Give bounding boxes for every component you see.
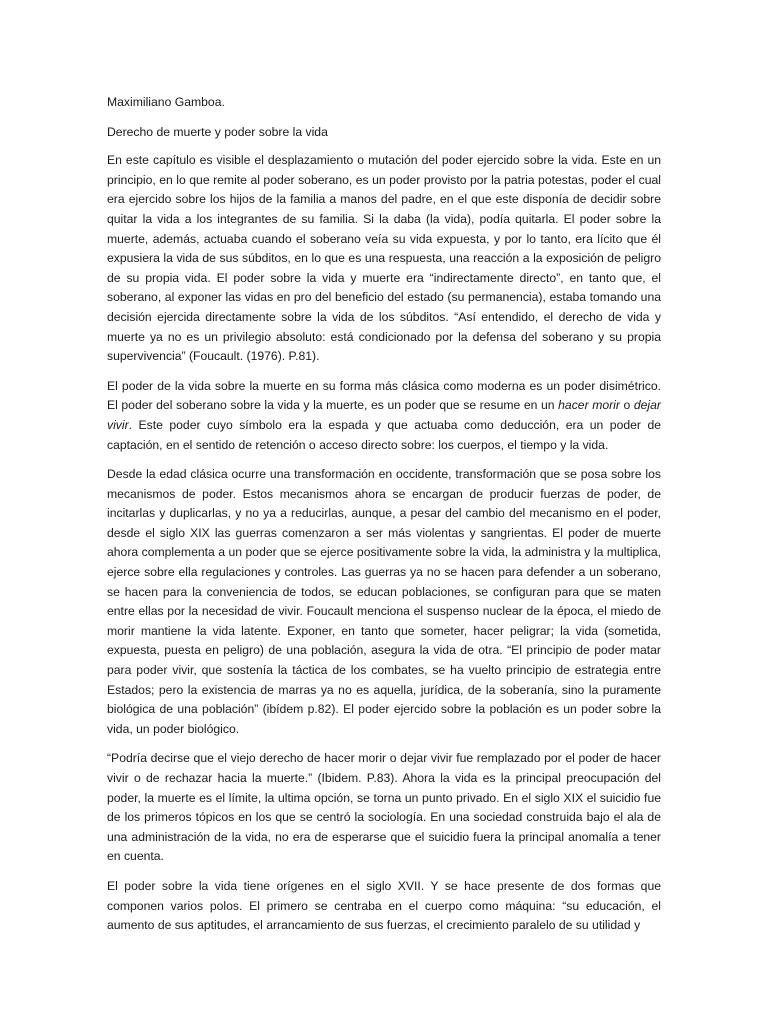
- paragraph-2-text-between: o: [619, 398, 634, 413]
- document-body: [107, 93, 661, 946]
- paragraph-2-text-start: El poder de la vida sobre la muerte en su forma más clásica como moderna es un poder disimétrico. El poder del soberano sobre la vida y la muerte, es un poder que se resume en un: [107, 378, 661, 413]
- italic-phrase-dejar-vivir: dejar vivir: [107, 398, 661, 432]
- document-title: Derecho de muerte y poder sobre la vida: [107, 124, 328, 139]
- paragraph-5: El poder sobre la vida tiene orígenes en el siglo XVII. Y se hace presente de dos formas que componen varios polos. El primero se centraba en el cuerpo como máquina: “su educación, el aumento de sus aptitudes, el arrancamiento de sus fuerzas, el crecimiento paralelo de su utilidad y: [107, 878, 661, 933]
- italic-phrase-hacer-morir: hacer morir: [558, 398, 620, 413]
- author-name: Maximiliano Gamboa.: [107, 95, 225, 109]
- paragraph-3: Desde la edad clásica ocurre una transformación en occidente, transformación que se posa sobre los mecanismos de poder. Estos mecanismos ahora se encargan de producir fuerzas de poder, de incitarlas y duplicarlas, y no ya a reducirlas, aunque, a pesar del cambio del mecanismo en el poder, desde el siglo XIX las guerras comenzaron a ser más violentas y sangrientas. El poder de muerte ahora complementa a un poder que se ejerce positivamente sobre la vida, la administra y la multiplica, ejerce sobre ella regulaciones y controles. Las guerras ya no se hacen para defender a un soberano, se hacen para la conveniencia de todos, se educan poblaciones, se configuran para que se maten entre ellas por la necesidad de vivir. Foucault menciona el suspenso nuclear de la época, el miedo de morir mantiene la vida latente. Exponer, en tanto que someter, hacer peligrar; la vida (sometida, expuesta, puesta en peligro) de una población, asegura la vida de otra. “El principio de poder matar para poder vivir, que sostenía la táctica de los combates, se ha vuelto principio de estrategia entre Estados; pero la existencia de marras ya no es aquella, jurídica, de la soberanía, sino la puramente biológica de una población” (ibídem p.82). El poder ejercido sobre la población es un poder sobre la vida, un poder biológico.: [107, 467, 661, 736]
- paragraph-2: [107, 377, 661, 455]
- paragraph-4: “Podría decirse que el viejo derecho de hacer morir o dejar vivir fue remplazado por el poder de hacer vivir o de rechazar hacia la muerte.” (Ibidem. P.83). Ahora la vida es la principal preocupación del poder, la muerte es el límite, la ultima opción, se torna un punto privado. En el siglo XIX el suicidio fue de los primeros tópicos en los que se centró la sociología. En una sociedad construida bajo el ala de una administración de la vida, no era de esperarse que el suicidio fuera la principal anomalía a tener en cuenta.: [107, 751, 661, 864]
- paragraph-1: En este capítulo es visible el desplazamiento o mutación del poder ejercido sobre la vida. Este en un principio, en lo que remite al poder soberano, es un poder provisto por la patria potestas, poder el cual era ejercido sobre los hijos de la familia a manos del padre, en el que este disponía de decidir sobre quitar la vida a los integrantes de su familia. Si la daba (la vida), podía quitarla. El poder sobre la muerte, además, actuaba cuando el soberano veía su vida expuesta, y por lo tanto, era lícito que él expusiera la vida de sus súbditos, en lo que es una respuesta, una reacción a la exposición de peligro de su propia vida. El poder sobre la vida y muerte era “indirectamente directo”, en tanto que, el soberano, al exponer las vidas en pro del beneficio del estado (su permanencia), estaba tomando una decisión ejercida directamente sobre la vida de los súbditos. “Así entendido, el derecho de vida y muerte ya no es un privilegio absoluto: está condicionado por la defensa del soberano y su propia supervivencia” (Foucault. (1976). P.81).: [107, 153, 661, 364]
- paragraph-2-text-end: . Este poder cuyo símbolo era la espada y que actuaba como deducción, era un poder de captación, en el sentido de retención o acceso directo sobre: los cuerpos, el tiempo y la vida.: [107, 417, 661, 452]
